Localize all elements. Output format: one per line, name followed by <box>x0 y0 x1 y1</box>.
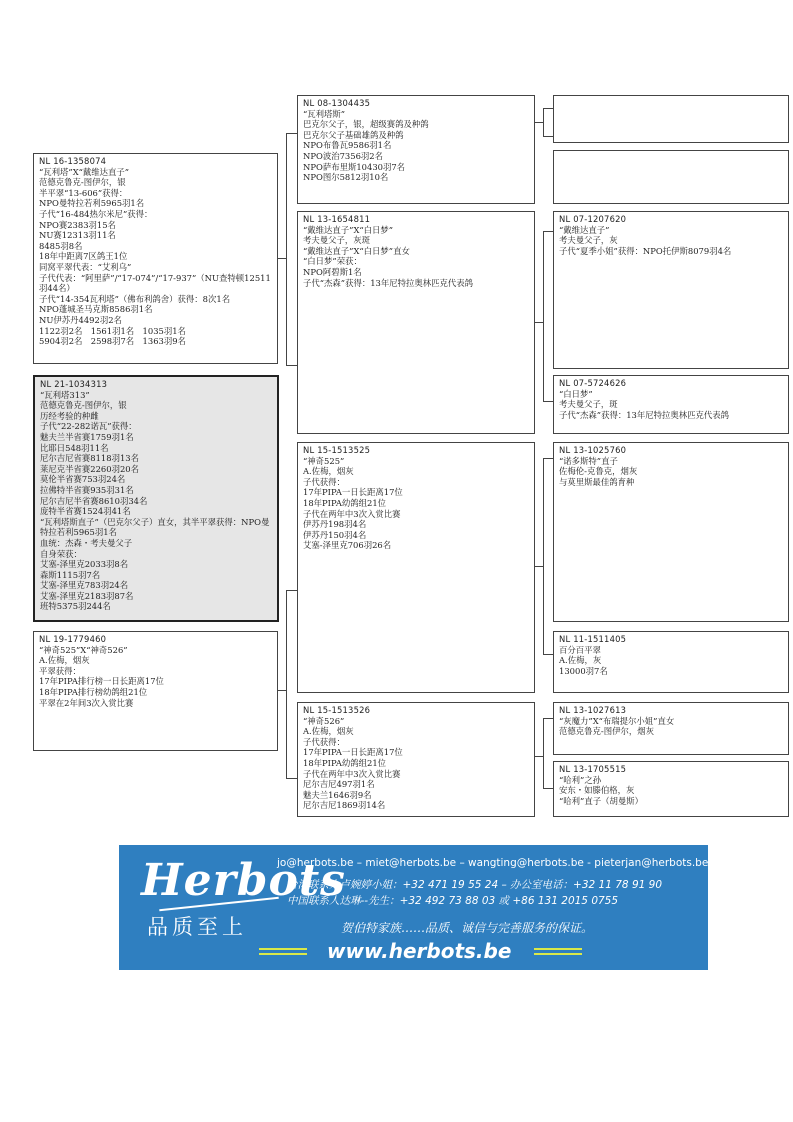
connector-dam-v <box>286 590 287 778</box>
banner-slogan: 品质至上 <box>147 915 247 939</box>
ring-number: NL 19-1779460 <box>39 634 107 644</box>
banner-contact-taiwan: 台湾联系人卢婉婷小姐：+32 471 19 55 24 – 办公室电话：+32 11 78 91 90 <box>287 879 663 891</box>
ring-number: NL 13-1027613 <box>559 705 627 715</box>
connector-sire-bot <box>286 365 297 366</box>
ring-number: NL 21-1034313 <box>40 379 108 389</box>
pedigree-line: 巴克尔父子，银，超级赛鸽及种鸽 <box>303 119 429 130</box>
pedigree-line: A.佐梅，烟灰 <box>39 655 90 666</box>
ring-number: NL 15-1513526 <box>303 705 371 715</box>
pedigree-line: “哈利”直子（胡曼斯） <box>559 795 643 806</box>
ring-number: NL 07-5724626 <box>559 378 627 388</box>
pedigree-line: 魅夫兰半省赛1759羽1名 <box>40 431 134 442</box>
pedigree-line: 子代“杰森”获得：13年尼特拉奥林匹克代表鸽 <box>559 409 729 420</box>
connector-ds-h <box>535 566 544 567</box>
pedigree-line: “灰魔力”X“布瑞提尔小姐”直女 <box>559 715 675 726</box>
sds-box <box>553 211 789 369</box>
pedigree-line: 17年PIPA排行榜一日长距离17位 <box>39 676 164 687</box>
ssd-box <box>553 150 789 204</box>
pedigree-line: 范德克鲁克-图伊尔，银 <box>39 177 126 188</box>
dam-dam-box <box>297 702 535 817</box>
ring-number: NL 16-1358074 <box>39 156 107 166</box>
pedigree-line: “神奇525” <box>303 455 345 466</box>
pedigree-line: “哈利”之孙 <box>559 774 602 785</box>
herbots-logo: Herbots <box>141 855 346 906</box>
pedigree-line: 血统：杰森・考夫曼父子 <box>40 537 133 548</box>
pedigree-line: 伊苏丹198羽4名 <box>303 519 367 530</box>
pedigree-line: A.佐梅，烟灰 <box>303 466 354 477</box>
dam-sire-box <box>297 442 535 693</box>
pedigree-line: 17年PIPA一日长距离17位 <box>303 747 403 758</box>
connector-sire-top <box>286 133 297 134</box>
pedigree-line: 考夫曼父子，灰斑 <box>303 235 370 246</box>
connector-ss-top <box>543 108 553 109</box>
pedigree-line: “白日梦”荣获： <box>303 256 362 267</box>
pedigree-line: 安东・如滕伯格，灰 <box>559 785 635 796</box>
pedigree-line: 子代“22-282诺瓦”获得： <box>40 421 137 432</box>
ring-number: NL 13-1705515 <box>559 764 627 774</box>
decor-line-left-2 <box>259 953 307 955</box>
pedigree-line: 伊苏丹150羽4名 <box>303 529 367 540</box>
pedigree-line: 比耶日548羽11名 <box>40 442 109 453</box>
pedigree-line: “戴维达直子”X“白日梦” <box>303 224 394 235</box>
decor-line-left <box>259 948 307 950</box>
pedigree-line: “戴维达直子”X“白日梦”直女 <box>303 245 410 256</box>
pedigree-line: NPO布鲁瓦9586羽1名 <box>303 140 392 151</box>
pedigree-line: NPO萨布里斯10430羽7名 <box>303 161 406 172</box>
dsd-box <box>553 631 789 693</box>
pedigree-line: NPO蓬城圣马克斯8586羽1名 <box>39 304 153 315</box>
pedigree-line: 巴克尔父子基础雄鸽及种鸽 <box>303 129 404 140</box>
pedigree-line: 1122羽2名 1561羽1名 1035羽1名 <box>39 325 186 336</box>
ring-number: NL 11-1511405 <box>559 634 627 644</box>
sire-dam-box <box>297 211 535 434</box>
dss-box <box>553 442 789 622</box>
pedigree-line: “瓦利塔313” <box>40 389 90 400</box>
pedigree-line: 魅夫兰1646羽9名 <box>303 789 372 800</box>
pedigree-line: 尼尔吉尼省赛8118羽13名 <box>40 453 139 464</box>
pedigree-line: 庞特半省赛1524羽41名 <box>40 506 131 517</box>
connector-sire-h <box>278 258 287 259</box>
pedigree-line: NPO赛2383羽15名 <box>39 219 116 230</box>
pedigree-line: 艾塞-泽里克2183羽87名 <box>40 590 134 601</box>
connector-ds-top <box>543 458 553 459</box>
sire-sire-box <box>297 95 535 204</box>
ring-number: NL 13-1025760 <box>559 445 627 455</box>
pedigree-line: 考夫曼父子，灰 <box>559 235 618 246</box>
pedigree-line: 森斯1115羽7名 <box>40 569 101 580</box>
connector-dd-h <box>535 756 544 757</box>
pedigree-line: NPO曼特拉若利5965羽1名 <box>39 198 145 209</box>
pedigree-line: 13000羽7名 <box>559 665 608 676</box>
pedigree-line: 莫伦半省赛753羽24名 <box>40 474 126 485</box>
connector-ss-bot <box>543 136 553 137</box>
pedigree-line: NPO波治7356羽2名 <box>303 150 383 161</box>
decor-line-right-2 <box>534 953 582 955</box>
pedigree-line: 范德克鲁克-图伊尔，烟灰 <box>559 726 654 737</box>
pedigree-line: 自身荣获： <box>40 548 82 559</box>
pedigree-line: “诺多斯特”直子 <box>559 455 618 466</box>
ring-number: NL 15-1513525 <box>303 445 371 455</box>
connector-dd-top <box>543 718 553 719</box>
pedigree-line: 子代“14-354瓦利塔”（佛布利鸽舍）获得：8次1名 <box>39 293 231 304</box>
pedigree-line: 18年PIPA排行榜幼鸽组21位 <box>39 686 148 697</box>
decor-line-right <box>534 948 582 950</box>
connector-dd-bot <box>543 788 553 789</box>
subject-box <box>33 375 279 622</box>
pedigree-line: 尼尔吉尼497羽1名 <box>303 779 375 790</box>
connector-sd-h <box>535 322 544 323</box>
dam-box <box>33 631 278 751</box>
banner-emails[interactable]: jo@herbots.be – miet@herbots.be – wangting@herbots.be - pieterjan@herbots.be <box>277 857 708 869</box>
pedigree-line: NPO阿碧斯1名 <box>303 266 362 277</box>
pedigree-line: “神奇525”X“神奇526” <box>39 644 128 655</box>
connector-sd-bot <box>543 401 553 402</box>
pedigree-line: NPO图尔5812羽10名 <box>303 172 389 183</box>
pedigree-line: 艾塞-泽里克2033羽8名 <box>40 559 129 570</box>
connector-dam-h <box>278 690 287 691</box>
connector-dam-bot <box>286 778 297 779</box>
pedigree-line: 平翠获得： <box>39 665 81 676</box>
pedigree-line: 子代在两年中3次入赏比赛 <box>303 768 401 779</box>
pedigree-line: “瓦利塔斯” <box>303 108 346 119</box>
pedigree-line: 子代“杰森”获得：13年尼特拉奥林匹克代表鸽 <box>303 277 473 288</box>
connector-ss-h <box>535 122 544 123</box>
pedigree-line: 百分百平翠 <box>559 644 601 655</box>
pedigree-line: NU伊苏丹4492羽2名 <box>39 314 122 325</box>
pedigree-line: 8485羽8名 <box>39 240 83 251</box>
pedigree-line: 平翠在2年间3次入赏比赛 <box>39 697 134 708</box>
herbots-banner <box>119 845 708 970</box>
pedigree-line: “瓦利塔”X“戴维达直子” <box>39 166 130 177</box>
pedigree-line: 范德克鲁克-图伊尔，银 <box>40 400 127 411</box>
pedigree-line: 子代“16-484热尔米尼”获得： <box>39 208 153 219</box>
pedigree-line: 考夫曼父子，斑 <box>559 399 618 410</box>
pedigree-line: 艾塞-泽里克706羽26名 <box>303 540 392 551</box>
pedigree-line: 子代获得： <box>303 736 345 747</box>
pedigree-line: 半平翠“13-606”获得： <box>39 187 128 198</box>
pedigree-line: 17年PIPA一日长距离17位 <box>303 487 403 498</box>
pedigree-line: “瓦利塔斯直子”（巴克尔父子）直女，其半平翠获得：NPO曼特拉若利5965羽1名 <box>40 516 270 538</box>
pedigree-line: 历经考验的种雌 <box>40 410 99 421</box>
pedigree-line: 18年中距离7区鸽王1位 <box>39 251 128 262</box>
connector-sire-v <box>286 133 287 365</box>
connector-ds-v <box>543 458 544 654</box>
ddd-box <box>553 761 789 817</box>
banner-website-link[interactable]: www.herbots.be <box>327 939 512 963</box>
pedigree-line: A.佐梅，灰 <box>559 655 602 666</box>
pedigree-line: 子代“夏季小姐”获得：NPO托伊斯8079羽4名 <box>559 245 732 256</box>
sss-box <box>553 95 789 143</box>
pedigree-line: A.佐梅，烟灰 <box>303 726 354 737</box>
pedigree-line: 班特5375羽244名 <box>40 601 111 612</box>
sdd-box <box>553 375 789 434</box>
pedigree-line: 莱尼克半省赛2260羽20名 <box>40 463 139 474</box>
banner-contact-china: 中国联系人达琳--先生：+32 492 73 88 03 或 +86 131 2015 0755 <box>287 895 619 907</box>
pedigree-line: 拉佛特半省赛935羽31名 <box>40 484 134 495</box>
connector-sd-top <box>543 231 553 232</box>
pedigree-line: “白日梦” <box>559 388 593 399</box>
pedigree-line: 子代获得： <box>303 476 345 487</box>
pedigree-line: 尼尔吉尼1869羽14名 <box>303 800 386 811</box>
ring-number: NL 08-1304435 <box>303 98 371 108</box>
pedigree-line: 18年PIPA幼鸽组21位 <box>303 757 387 768</box>
pedigree-line: NU赛12313羽11名 <box>39 230 116 241</box>
pedigree-line: 艾塞-泽里克783羽24名 <box>40 580 129 591</box>
pedigree-line: 子代在两年中3次入赏比赛 <box>303 508 401 519</box>
connector-ds-bot <box>543 654 553 655</box>
pedigree-line: “戴维达直子” <box>559 224 610 235</box>
pedigree-line: 尼尔吉尼半省赛8610羽34名 <box>40 495 148 506</box>
ring-number: NL 07-1207620 <box>559 214 627 224</box>
pedigree-line: 子代代表：“阿里萨”/“17-074”/“17-937”（NU查特顿12511羽44名） <box>39 272 271 294</box>
banner-tagline: 贺伯特家族……品质、诚信与完善服务的保证。 <box>341 921 594 935</box>
ring-number: NL 13-1654811 <box>303 214 371 224</box>
dds-box <box>553 702 789 755</box>
pedigree-line: 18年PIPA幼鸽组21位 <box>303 497 387 508</box>
connector-dam-top <box>286 590 297 591</box>
pedigree-line: “神奇526” <box>303 715 345 726</box>
pedigree-line: 5904羽2名 2598羽7名 1363羽9名 <box>39 336 186 347</box>
connector-sd-v <box>543 231 544 401</box>
connector-dd-v <box>543 718 544 788</box>
pedigree-line: 同窝平翠代表：“艾利乌” <box>39 261 132 272</box>
sire-box <box>33 153 278 364</box>
pedigree-line: 佐梅伦-克鲁克，烟灰 <box>559 466 638 477</box>
pedigree-line: 与莫里斯最佳鸽育种 <box>559 476 635 487</box>
